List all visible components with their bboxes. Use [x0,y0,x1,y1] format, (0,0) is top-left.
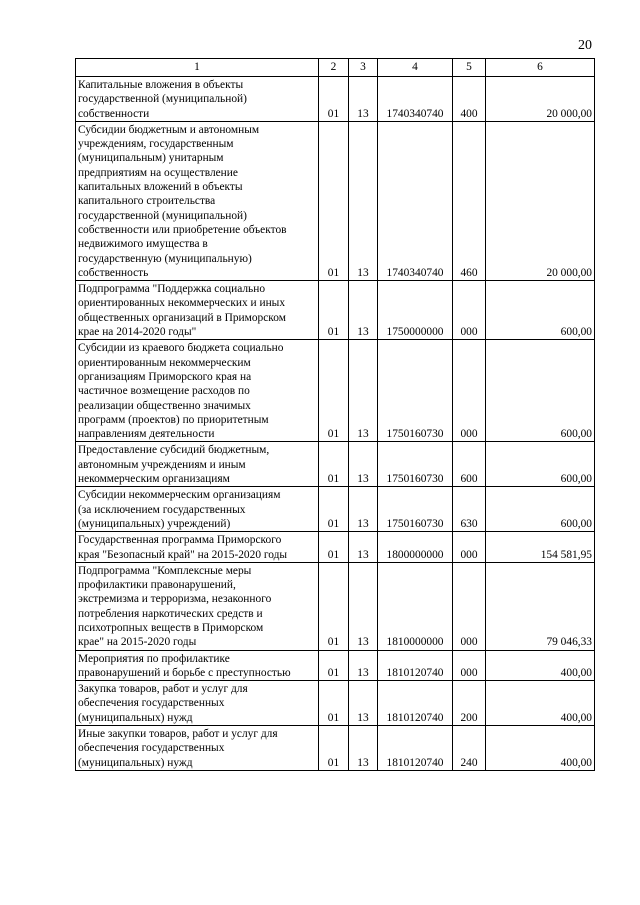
section-code: 01 [319,562,349,650]
item-name: Субсидии бюджетным и автономным учреждениям, государственным (муниципальным) унитарным предприятиям на осуществление капитальных вложений в объекты капитального строительства государственной (муниципальной) собственности или приобретение объектов недвижимого имущества в государственную (муниципальную) собственность [76,121,319,280]
expense-type-code: 240 [453,726,486,771]
amount: 20 000,00 [486,77,595,122]
target-article-code: 1750160730 [378,442,453,487]
section-code: 01 [319,487,349,532]
subsection-code: 13 [349,681,378,726]
expense-type-code: 630 [453,487,486,532]
amount: 400,00 [486,681,595,726]
expense-type-code: 000 [453,650,486,681]
table-row [76,532,595,563]
item-name: Предоставление субсидий бюджетным, автономным учреждениям и иным некоммерческим организациям [76,442,319,487]
section-code: 01 [319,281,349,340]
target-article-code: 1810120740 [378,650,453,681]
target-article-code: 1750000000 [378,281,453,340]
item-name: Государственная программа Приморского края "Безопасный край" на 2015-2020 годы [76,532,319,563]
expense-type-code: 600 [453,442,486,487]
item-name: Иные закупки товаров, работ и услуг для обеспечения государственных (муниципальных) нужд [76,726,319,771]
page-number: 20 [578,38,592,53]
subsection-code: 13 [349,726,378,771]
subsection-code: 13 [349,121,378,280]
table-row [76,121,595,280]
target-article-code: 1810000000 [378,562,453,650]
target-article-code: 1740340740 [378,77,453,122]
table-row [76,650,595,681]
subsection-code: 13 [349,281,378,340]
section-code: 01 [319,726,349,771]
table-row [76,340,595,442]
table-row [76,681,595,726]
column-header: 1 [76,59,319,77]
amount: 600,00 [486,281,595,340]
amount: 600,00 [486,442,595,487]
item-name: Субсидии некоммерческим организациям (за исключением государственных (муниципальных) учреждений) [76,487,319,532]
column-header: 6 [486,59,595,77]
expense-type-code: 200 [453,681,486,726]
item-name: Закупка товаров, работ и услуг для обеспечения государственных (муниципальных) нужд [76,681,319,726]
item-name: Капитальные вложения в объекты государственной (муниципальной) собственности [76,77,319,122]
section-code: 01 [319,442,349,487]
amount: 400,00 [486,650,595,681]
section-code: 01 [319,340,349,442]
table-body [76,77,595,771]
expense-type-code: 000 [453,562,486,650]
section-code: 01 [319,681,349,726]
column-header: 5 [453,59,486,77]
amount: 600,00 [486,340,595,442]
column-header: 4 [378,59,453,77]
expense-type-code: 000 [453,281,486,340]
item-name: Подпрограмма "Комплексные меры профилактики правонарушений, экстремизма и терроризма, незаконного потребления наркотических средств и психотропных веществ в Приморском крае" на 2015-2020 годы [76,562,319,650]
subsection-code: 13 [349,442,378,487]
table-row [76,487,595,532]
section-code: 01 [319,121,349,280]
table-row [76,77,595,122]
column-header: 3 [349,59,378,77]
table-row [76,442,595,487]
table-row [76,726,595,771]
amount: 20 000,00 [486,121,595,280]
target-article-code: 1810120740 [378,726,453,771]
target-article-code: 1750160730 [378,487,453,532]
column-header: 2 [319,59,349,77]
section-code: 01 [319,532,349,563]
subsection-code: 13 [349,532,378,563]
expense-type-code: 400 [453,77,486,122]
amount: 79 046,33 [486,562,595,650]
section-code: 01 [319,77,349,122]
subsection-code: 13 [349,562,378,650]
table-row [76,281,595,340]
expense-type-code: 000 [453,532,486,563]
expense-type-code: 000 [453,340,486,442]
subsection-code: 13 [349,77,378,122]
item-name: Субсидии из краевого бюджета социально ориентированным некоммерческим организациям Приморского края на частичное возмещение расходов по реализации общественно значимых программ (проектов) по приоритетным направлениям деятельности [76,340,319,442]
subsection-code: 13 [349,650,378,681]
expense-type-code: 460 [453,121,486,280]
section-code: 01 [319,650,349,681]
target-article-code: 1810120740 [378,681,453,726]
header-row [76,59,595,77]
item-name: Мероприятия по профилактике правонарушений и борьбе с преступностью [76,650,319,681]
table-row [76,562,595,650]
amount: 600,00 [486,487,595,532]
subsection-code: 13 [349,340,378,442]
target-article-code: 1740340740 [378,121,453,280]
target-article-code: 1750160730 [378,340,453,442]
amount: 400,00 [486,726,595,771]
amount: 154 581,95 [486,532,595,563]
item-name: Подпрограмма "Поддержка социально ориентированных некоммерческих и иных общественных организаций в Приморском крае на 2014-2020 годы" [76,281,319,340]
target-article-code: 1800000000 [378,532,453,563]
subsection-code: 13 [349,487,378,532]
budget-table [75,58,595,771]
